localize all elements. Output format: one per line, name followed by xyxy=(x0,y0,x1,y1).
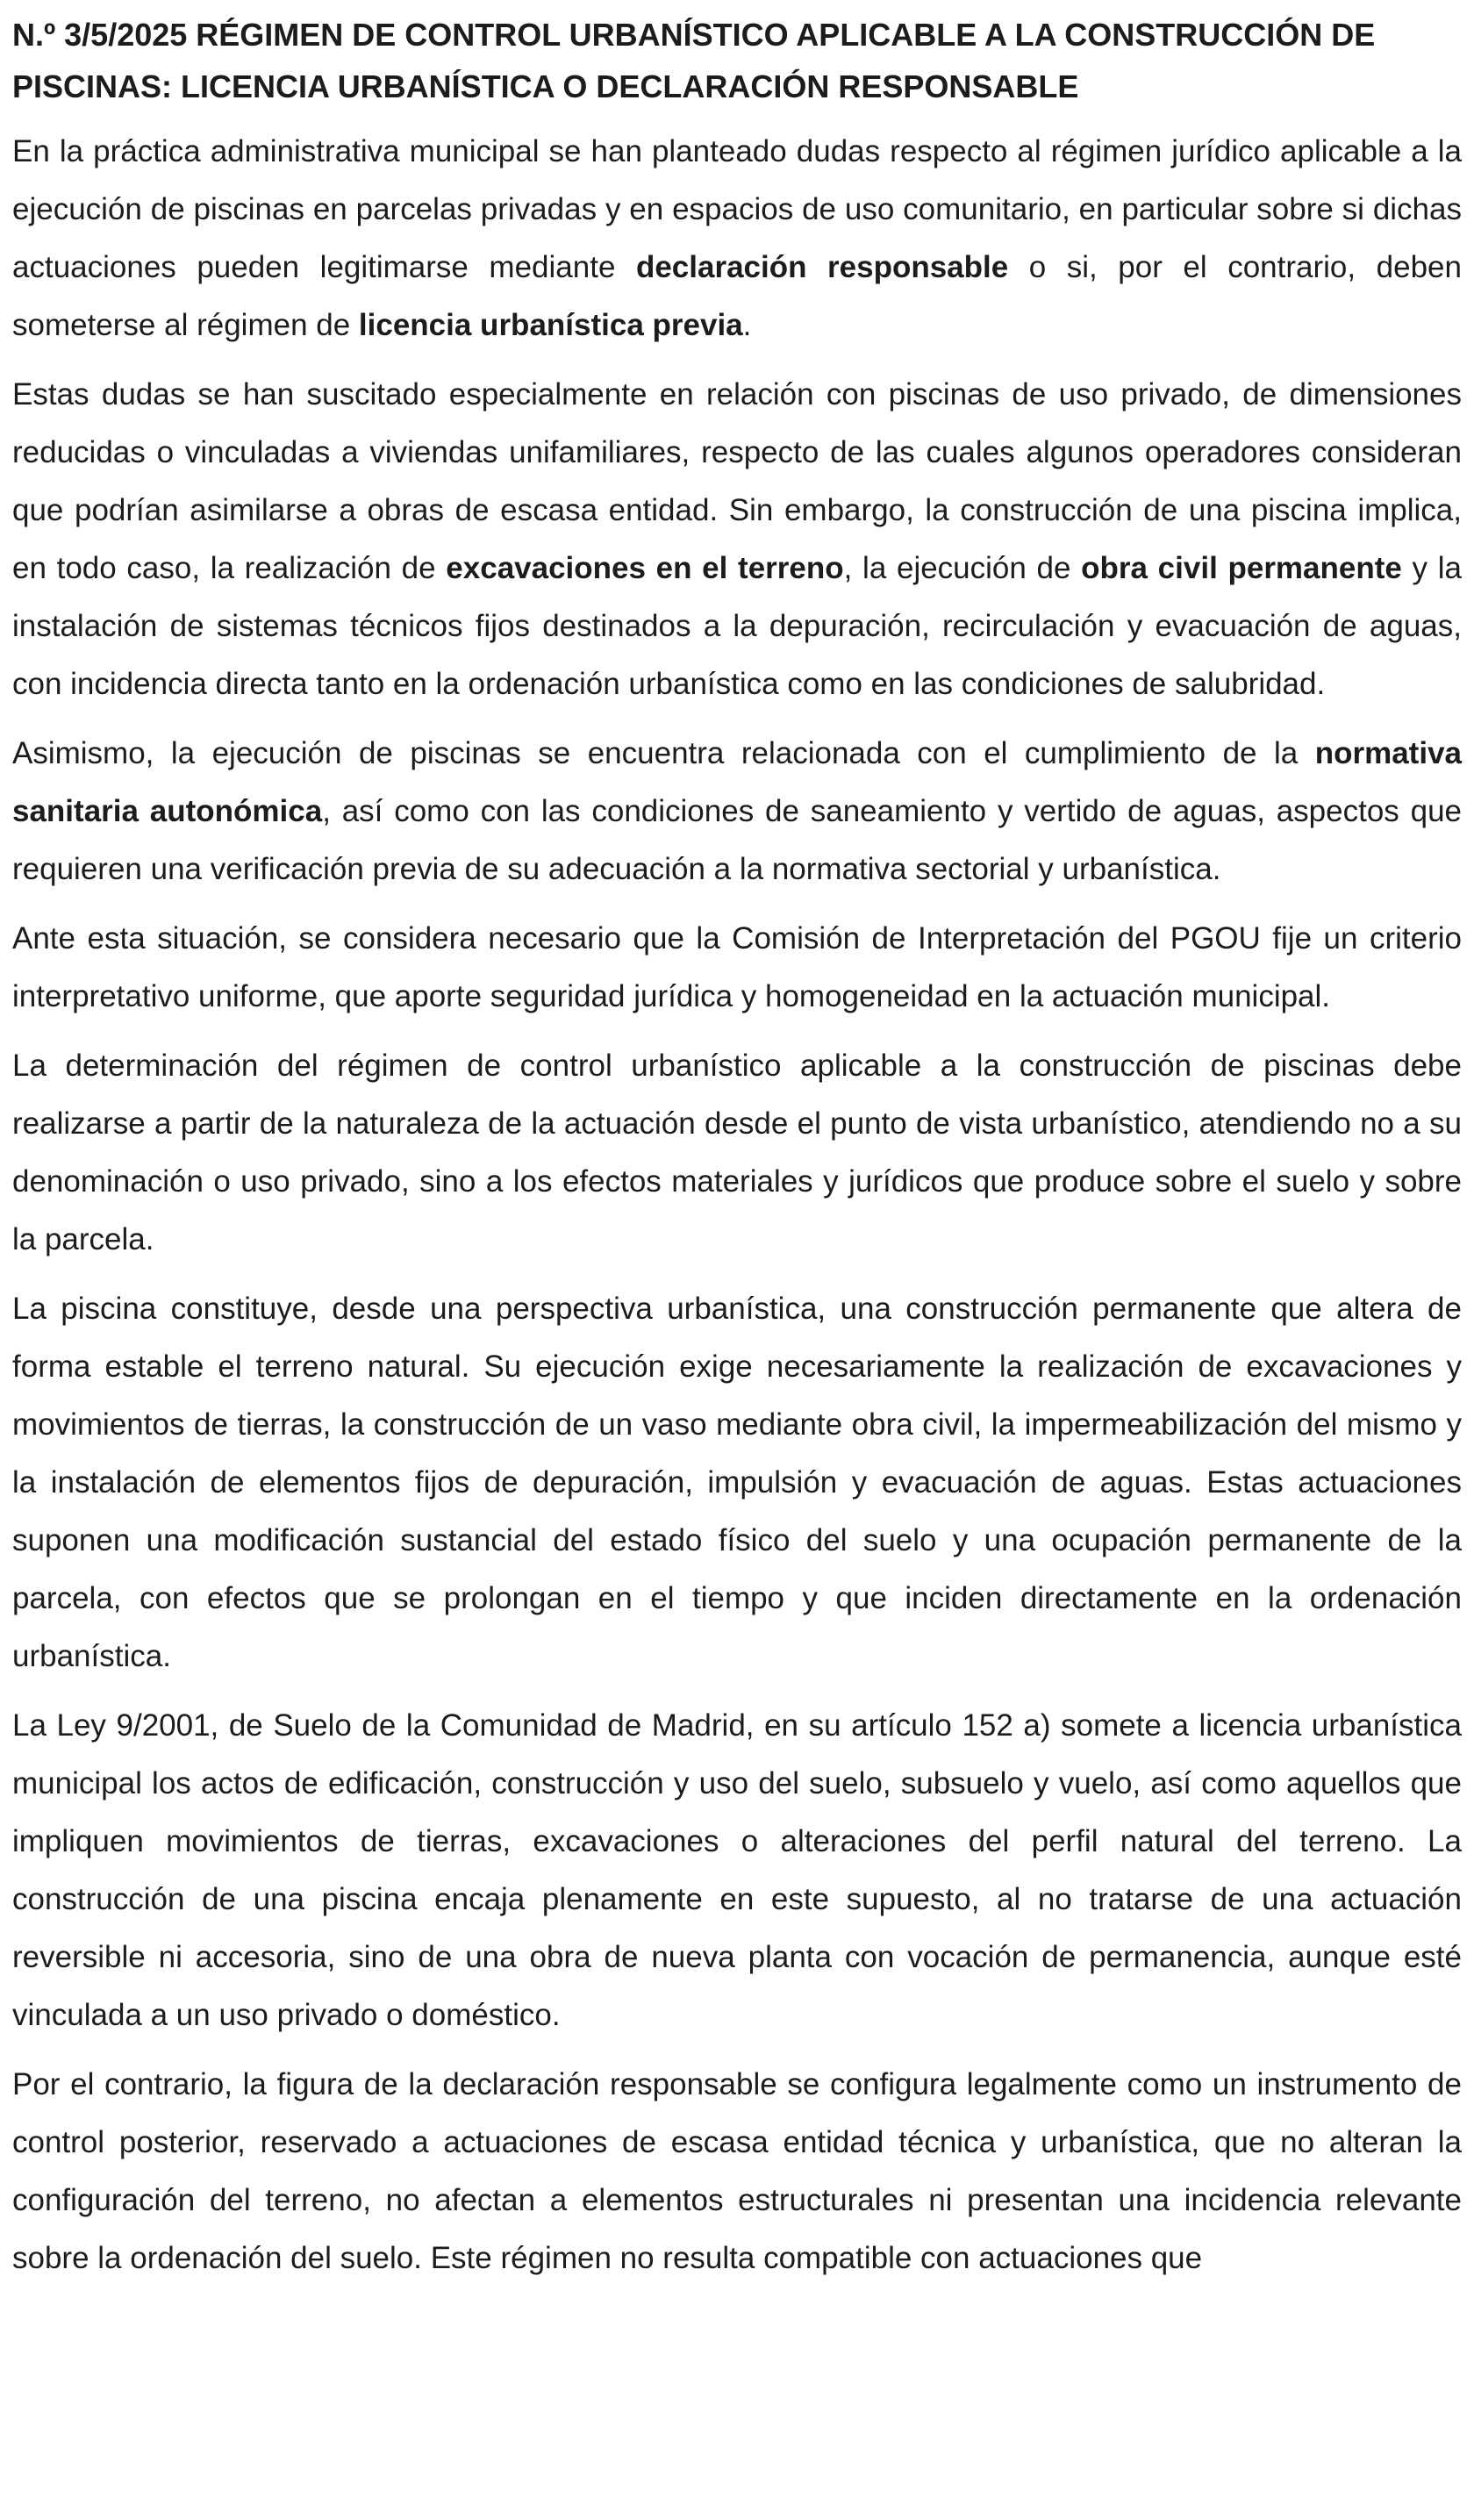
bold-excavaciones: excavaciones en el terreno xyxy=(446,551,844,585)
paragraph-4: Ante esta situación, se considera necesario que la Comisión de Interpretación del PGOU fije un criterio interpretativo uniforme, que aporte seguridad jurídica y homogeneidad en la actuación municipal. xyxy=(12,921,1462,1013)
document-title: N.º 3/5/2025 RÉGIMEN DE CONTROL URBANÍSTICO APLICABLE A LA CONSTRUCCIÓN DE PISCINAS: LICENCIA URBANÍSTICA O DECLARACIÓN RESPONSABLE xyxy=(12,17,1376,104)
paragraph-7: La Ley 9/2001, de Suelo de la Comunidad de Madrid, en su artículo 152 a) somete a licencia urbanística municipal los actos de edificación, construcción y uso del suelo, subsuelo y vuelo, así como aquellos que impliquen movimientos de tierras, excavaciones o alteraciones del perfil natural del terreno. La construcción de una piscina encaja plenamente en este supuesto, al no tratarse de una actuación reversible ni accesoria, sino de una obra de nueva planta con vocación de permanencia, aunque esté vinculada a un uso privado o doméstico. xyxy=(12,1708,1462,2032)
paragraph-8: Por el contrario, la figura de la declaración responsable se configura legalmente como un instrumento de control posterior, reservado a actuaciones de escasa entidad técnica y urbanística, que no alteran la configuración del terreno, no afectan a elementos estructurales ni presentan una incidencia relevante sobre la ordenación del suelo. Este régimen no resulta compatible con actuaciones que xyxy=(12,2067,1462,2275)
paragraph-2: Estas dudas se han suscitado especialmente en relación con piscinas de uso privado, de dimensiones reducidas o vinculadas a viviendas unifamiliares, respecto de las cuales algunos operadores consideran que podrían asimilarse a obras de escasa entidad. Sin embargo, la construcción de una piscina implica, en todo caso, la realización de excavaciones en el terreno, la ejecución de obra civil permanente y la instalación de sistemas técnicos fijos destinados a la depuración, recirculación y evacuación de aguas, con incidencia directa tanto en la ordenación urbanística como en las condiciones de salubridad. xyxy=(12,377,1462,701)
paragraph-5: La determinación del régimen de control urbanístico aplicable a la construcción de piscinas debe realizarse a partir de la naturaleza de la actuación desde el punto de vista urbanístico, atendiendo no a su denominación o uso privado, sino a los efectos materiales y jurídicos que produce sobre el suelo y sobre la parcela. xyxy=(12,1049,1462,1256)
paragraph-1: En la práctica administrativa municipal se han planteado dudas respecto al régimen jurídico aplicable a la ejecución de piscinas en parcelas privadas y en espacios de uso comunitario, en particular sobre si dichas actuaciones pueden legitimarse mediante declaración responsable o si, por el contrario, deben someterse al régimen de licencia urbanística previa. xyxy=(12,134,1462,342)
paragraph-3: Asimismo, la ejecución de piscinas se encuentra relacionada con el cumplimiento de la normativa sanitaria autonómica, así como con las condiciones de saneamiento y vertido de aguas, aspectos que requieren una verificación previa de su adecuación a la normativa sectorial y urbanística. xyxy=(12,736,1462,886)
document-page xyxy=(12,9,1462,2299)
bold-normativa-sanitaria: normativa sanitaria autonómica xyxy=(12,736,1462,828)
paragraph-6: La piscina constituye, desde una perspectiva urbanística, una construcción permanente que altera de forma estable el terreno natural. Su ejecución exige necesariamente la realización de excavaciones y movimientos de tierras, la construcción de un vaso mediante obra civil, la impermeabilización del mismo y la instalación de elementos fijos de depuración, impulsión y evacuación de aguas. Estas actuaciones suponen una modificación sustancial del estado físico del suelo y una ocupación permanente de la parcela, con efectos que se prolongan en el tiempo y que inciden directamente en la ordenación urbanística. xyxy=(12,1292,1462,1673)
bold-declaracion-responsable: declaración responsable xyxy=(635,250,1009,284)
bold-licencia-previa: licencia urbanística previa xyxy=(358,308,743,342)
bold-obra-civil: obra civil permanente xyxy=(1081,551,1402,585)
